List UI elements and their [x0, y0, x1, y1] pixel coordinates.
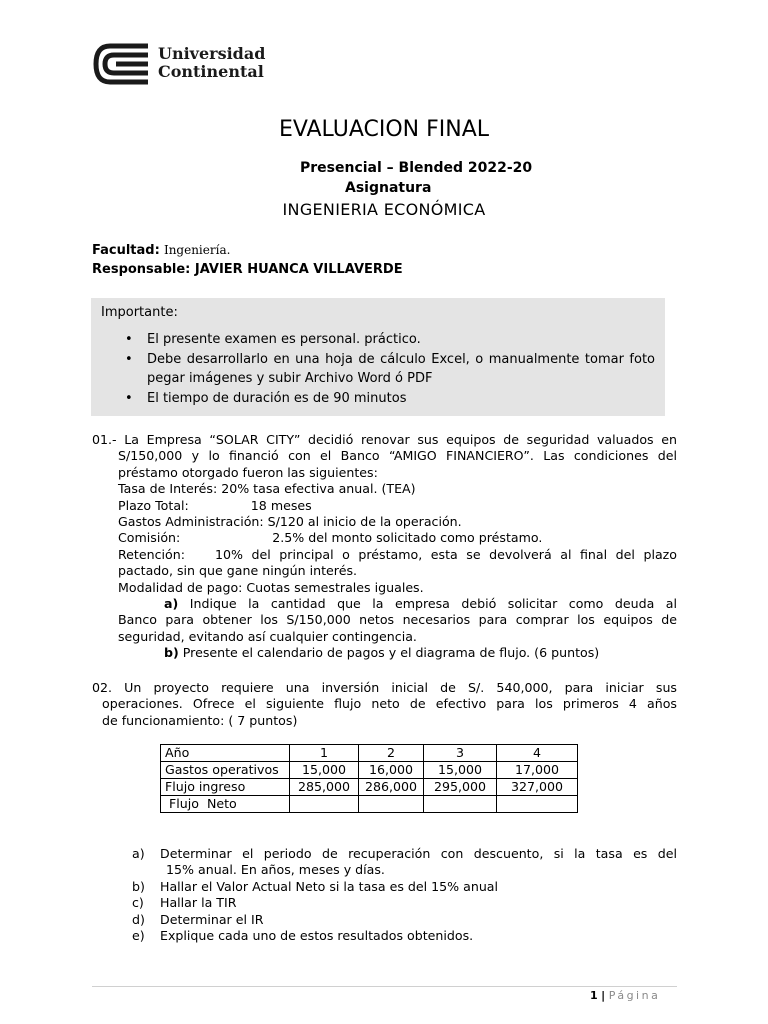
page-title: EVALUACION FINAL [278, 117, 490, 142]
part-a-line: Banco para obtener los S/150,000 netos necesarios para comprar los equipos de [118, 612, 677, 628]
table-cell: 15,000 [290, 762, 359, 779]
course-name: INGENIERIA ECONÓMICA [282, 200, 486, 219]
table-cell: 295,000 [424, 779, 497, 796]
table-cell: Flujo Neto [161, 796, 290, 813]
list-item: • Debe desarrollarlo en una hoja de cálculo Excel, o manualmente tomar foto pegar imágenes y subir Archivo Word ó PDF [125, 352, 655, 386]
question-2 [92, 680, 677, 729]
table-header-cell: 3 [424, 745, 497, 762]
question-2-line: 02. Un proyecto requiere una inversión inicial de S/. 540,000, para iniciar sus [92, 680, 677, 695]
table-cell [290, 796, 359, 813]
question-2-parts [132, 846, 677, 944]
important-heading: Importante: [101, 305, 178, 320]
faculty-label: Facultad: [92, 243, 160, 258]
question-1-line: préstamo otorgado fueron las siguientes: [118, 464, 378, 480]
part-a-line: a) Indique la cantidad que la empresa debió solicitar como deuda al [164, 596, 677, 612]
table-header-cell: 4 [497, 745, 578, 762]
list-item: d) Determinar el IR [132, 911, 264, 927]
table-row [161, 762, 578, 779]
table-cell: Flujo ingreso [161, 779, 290, 796]
footer-divider [92, 986, 677, 987]
payment-mode: Modalidad de pago: Cuotas semestrales iguales. [118, 579, 424, 595]
footer-separator: | [601, 989, 606, 1002]
table-header-cell: 2 [359, 745, 424, 762]
commission-line: Comisión: 2.5% del monto solicitado como préstamo. [118, 530, 543, 546]
part-a-line: seguridad, evitando así cualquier contingencia. [118, 628, 417, 644]
bullet-icon: • [125, 391, 133, 406]
logo-text-line2: Continental [158, 62, 264, 81]
question-2-line: operaciones. Ofrece el siguiente flujo neto de efectivo para los primeros 4 años [102, 696, 677, 712]
responsible-line: Responsable: JAVIER HUANCA VILLAVERDE [92, 262, 403, 277]
list-item: • El presente examen es personal. práctico. [125, 332, 421, 347]
table-cell: 15,000 [424, 762, 497, 779]
exam-modality: Presencial – Blended 2022-20 [300, 160, 533, 176]
subject-label: Asignatura [345, 180, 432, 196]
retention-line: Retención: 10% del principal o préstamo, esta se devolverá al final del plazo [118, 546, 677, 562]
list-item: b) Hallar el Valor Actual Neto si la tasa es del 15% anual [132, 878, 499, 894]
retention-line-2: pactado, sin que gane ningún interés. [118, 563, 358, 579]
table-cell: 17,000 [497, 762, 578, 779]
bullet-icon: • [125, 332, 133, 347]
list-item: c) Hallar la TIR [132, 895, 237, 911]
table-cell: 327,000 [497, 779, 578, 796]
logo-text-line1: Universidad [158, 44, 266, 63]
table-cell [497, 796, 578, 813]
page-word: Página [608, 989, 661, 1002]
table-header-cell: 1 [290, 745, 359, 762]
table-cell [424, 796, 497, 813]
admin-costs: Gastos Administración: S/120 al inicio de la operación. [118, 514, 462, 530]
important-list [91, 330, 665, 409]
interest-rate: Tasa de Interés: 20% tasa efectiva anual. (TEA) [118, 481, 416, 497]
list-item: e) Explique cada uno de estos resultados obtenidos. [132, 928, 474, 944]
cash-flow-table [160, 744, 578, 813]
table-cell: 16,000 [359, 762, 424, 779]
faculty-line [92, 242, 230, 259]
faculty-value: Ingeniería. [163, 243, 231, 257]
question-2-line: de funcionamiento: ( 7 puntos) [102, 712, 298, 728]
term-line: Plazo Total: 18 meses [118, 497, 312, 513]
question-1-line: S/150,000 y lo financió con el Banco “AMIGO FINANCIERO”. Las condiciones del [118, 448, 677, 464]
table-cell: 285,000 [290, 779, 359, 796]
question-1 [92, 432, 677, 662]
table-row [161, 796, 578, 813]
page-footer [590, 989, 660, 1003]
page-number: 1 [590, 989, 598, 1002]
list-item: • El tiempo de duración es de 90 minutos [125, 391, 407, 406]
table-row [161, 745, 578, 762]
table-cell [359, 796, 424, 813]
part-b-line: b) Presente el calendario de pagos y el diagrama de flujo. (6 puntos) [164, 645, 600, 661]
question-1-line: 01.- La Empresa “SOLAR CITY” decidió renovar sus equipos de seguridad valuados en [92, 432, 677, 447]
list-item: a) Determinar el periodo de recuperación con descuento, si la tasa es del 15% anual. En años, meses y días. [132, 846, 677, 878]
table-cell: 286,000 [359, 779, 424, 796]
table-cell: Gastos operativos [161, 762, 290, 779]
important-notice-box [91, 298, 665, 416]
continental-logo-icon [92, 42, 150, 86]
university-logo [92, 42, 292, 86]
table-header-cell: Año [161, 745, 290, 762]
bullet-icon: • [125, 352, 133, 367]
table-row [161, 779, 578, 796]
